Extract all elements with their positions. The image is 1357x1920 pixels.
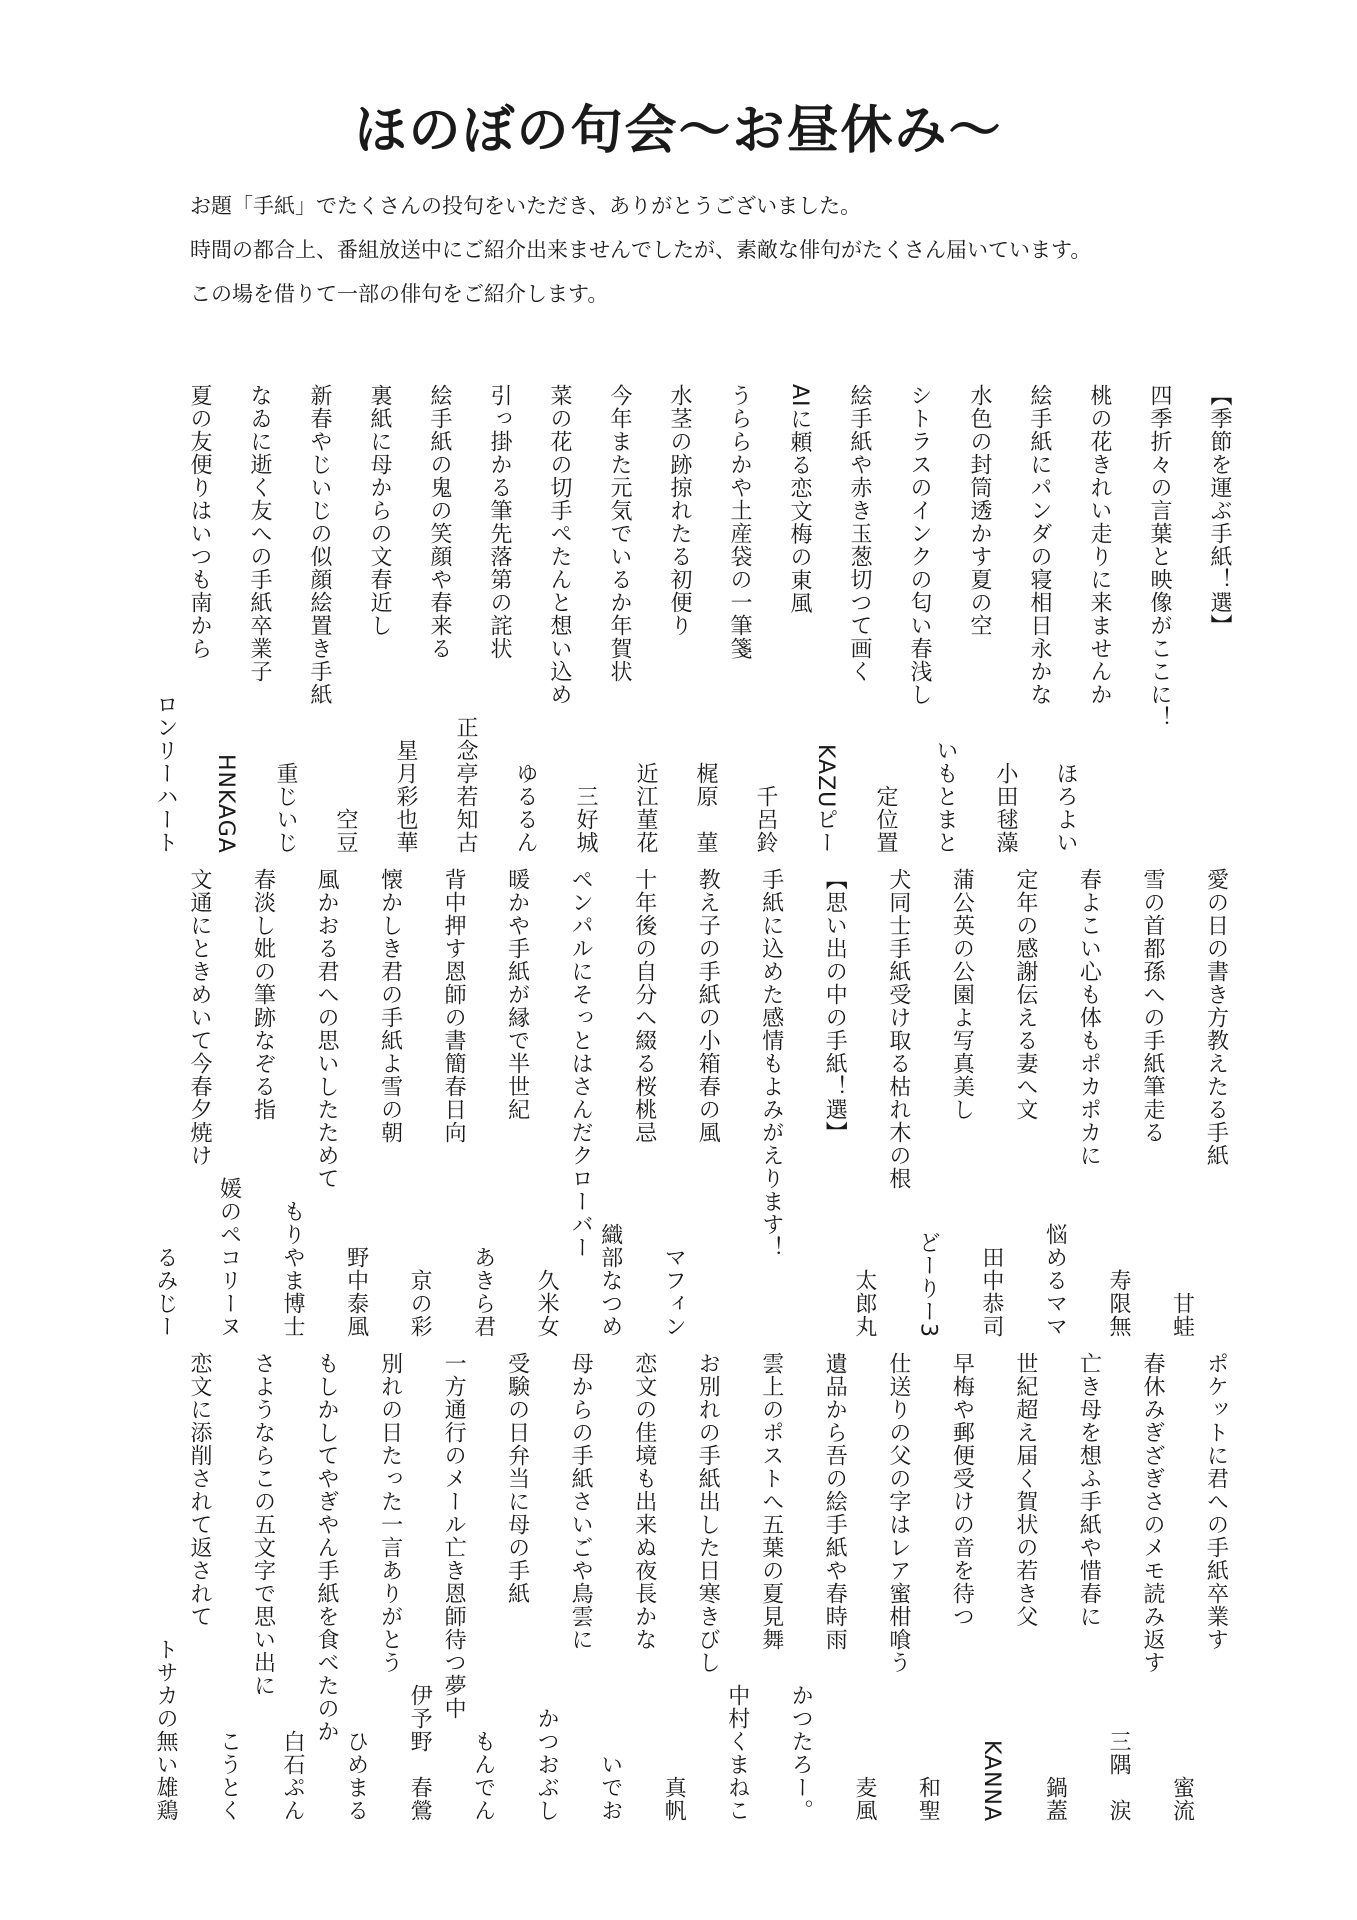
haiku-author: るみじー: [152, 1246, 178, 1338]
haiku-text: 新春やじいじの似顔絵置き手紙: [307, 384, 332, 706]
intro-line: この場を借りて一部の俳句をご紹介します。: [190, 282, 609, 306]
haiku-section-1: [150, 384, 1230, 854]
haiku-author: 定位置: [873, 785, 898, 854]
haiku-column: [390, 384, 450, 854]
haiku-author: 近江菫花: [633, 762, 658, 854]
haiku-text: もしかしてやぎやん手紙を食べたのか: [314, 1352, 340, 1743]
haiku-column: [849, 868, 913, 1338]
haiku-text: さようならこの五文字で思い出に: [250, 1352, 276, 1697]
haiku-text: 受験の日弁当に母の手紙: [504, 1352, 530, 1605]
haiku-text: 【思い出の中の手紙！選】: [822, 868, 848, 1144]
haiku-column: [658, 868, 722, 1338]
haiku-column: [468, 1352, 532, 1822]
haiku-text: 蒲公英の公園よ写真美し: [949, 868, 975, 1121]
haiku-text: 定年の感謝伝える妻へ文: [1012, 868, 1038, 1121]
haiku-column: [785, 868, 849, 1338]
haiku-author: トサカの無い雄鶏: [152, 1638, 178, 1822]
haiku-author: かつたろー。: [788, 1684, 814, 1822]
haiku-column: [690, 384, 750, 854]
haiku-column: [722, 868, 786, 1338]
haiku-text: お別れの手紙出した日寒きびし: [695, 1352, 721, 1674]
page-title: ほのぼの句会～お昼休み～: [354, 101, 1003, 161]
haiku-text: 亡き母を想ふ手紙や惜春に: [1076, 1352, 1102, 1628]
haiku-text: 裏紙に母からの文春近し: [367, 384, 392, 637]
haiku-author: 梶原 菫: [693, 762, 718, 854]
haiku-column: [785, 1352, 849, 1822]
haiku-column: [976, 868, 1040, 1338]
haiku-column: [1050, 384, 1110, 854]
haiku-column: [750, 384, 810, 854]
haiku-author: 正念亭若知古: [453, 716, 478, 854]
haiku-text: 世紀超え届く賀状の若き父: [1012, 1352, 1038, 1628]
haiku-column: [630, 384, 690, 854]
haiku-author: 千呂鈴: [753, 785, 778, 854]
haiku-column: [570, 384, 630, 854]
haiku-text: 十年後の自分へ綴る桜桃忌: [631, 868, 657, 1144]
haiku-column: [277, 868, 341, 1338]
haiku-author: マフィン: [661, 1246, 687, 1338]
haiku-text: 桃の花きれい走りに来ませんか: [1087, 384, 1112, 706]
haiku-text: ペンパルにそっとはさんだクローバー: [568, 868, 594, 1259]
haiku-author: もりやま博士: [280, 1200, 306, 1338]
haiku-author: KANNA: [978, 1739, 1004, 1822]
haiku-author: 空豆: [333, 808, 358, 854]
haiku-author: 小田毬藻: [993, 762, 1018, 854]
haiku-text: 水色の封筒透かす夏の空: [967, 384, 992, 637]
haiku-column: [404, 1352, 468, 1822]
intro-text: [190, 184, 1091, 316]
haiku-column: [870, 384, 930, 854]
haiku-text: 春淡し妣の筆跡なぞる指: [250, 868, 276, 1121]
haiku-column: [722, 1352, 786, 1822]
haiku-text: シトラスのインクの匂い春浅し: [907, 384, 932, 706]
haiku-author: 重じいじ: [273, 762, 298, 854]
haiku-author: 太郎丸: [851, 1269, 877, 1338]
haiku-text: 遺品から吾の絵手紙や春時雨: [822, 1352, 848, 1651]
haiku-text: 背中押す恩師の書簡春日向: [441, 868, 467, 1144]
haiku-column: [595, 868, 659, 1338]
haiku-author: 田中恭司: [978, 1246, 1004, 1338]
haiku-section-3: [150, 1352, 1230, 1822]
haiku-text: 水茎の跡掠れたる初便り: [667, 384, 692, 637]
haiku-column: [214, 868, 278, 1338]
haiku-author: ゆるるん: [513, 762, 538, 854]
haiku-text: 犬同士手紙受け取る枯れ木の根: [885, 868, 911, 1190]
haiku-text: 絵手紙の鬼の笑顔や春来る: [427, 384, 452, 660]
haiku-author: いもとまと: [933, 739, 958, 854]
haiku-author: 京の彩: [407, 1269, 433, 1338]
haiku-author: 野中泰風: [343, 1246, 369, 1338]
haiku-column: [150, 868, 214, 1338]
haiku-text: 恋文の佳境も出来ぬ夜長かな: [631, 1352, 657, 1651]
haiku-text: 春よこい心も体もポカポカに: [1076, 868, 1102, 1167]
haiku-column: [277, 1352, 341, 1822]
haiku-column: [531, 868, 595, 1338]
intro-line: お題「手紙」でたくさんの投句をいただき、ありがとうございました。: [190, 194, 862, 218]
haiku-text: 早梅や郵便受けの音を待つ: [949, 1352, 975, 1628]
haiku-column: [330, 384, 390, 854]
haiku-column: [658, 1352, 722, 1822]
haiku-text: 一方通行のメール亡き恩師待つ夢中: [441, 1352, 467, 1720]
haiku-author: 鍋蓋: [1042, 1776, 1068, 1822]
haiku-author: いでお: [597, 1753, 623, 1822]
haiku-column: [976, 1352, 1040, 1822]
haiku-author: もんでん: [470, 1730, 496, 1822]
haiku-author: 真帆: [661, 1776, 687, 1822]
haiku-column: [150, 384, 210, 854]
haiku-text: 引っ掛かる筆先落第の詫状: [487, 384, 512, 660]
haiku-text: 雲上のポストへ五葉の夏見舞: [758, 1352, 784, 1651]
haiku-column: [510, 384, 570, 854]
haiku-text: 夏の友便りはいつも南から: [187, 384, 212, 660]
haiku-column: [1166, 1352, 1230, 1822]
haiku-author: どーりー3: [915, 1231, 941, 1338]
haiku-column: [1170, 384, 1230, 854]
haiku-text: 母からの手紙さいごや鳥雲に: [568, 1352, 594, 1651]
haiku-author: こうとく: [216, 1730, 242, 1822]
haiku-text: 【季節を運ぶ手紙！選】: [1207, 384, 1232, 637]
haiku-author: あきら君: [470, 1246, 496, 1338]
haiku-column: [990, 384, 1050, 854]
haiku-author: ロンリーハート: [153, 693, 178, 854]
haiku-text: 恋文に添削されて返されて: [186, 1352, 212, 1628]
haiku-author: 和聖: [915, 1776, 941, 1822]
haiku-text: ポケットに君への手紙卒業す: [1203, 1352, 1229, 1651]
haiku-column: [810, 384, 870, 854]
haiku-author: かつおぶし: [534, 1707, 560, 1822]
haiku-author: KAZUピー: [813, 743, 838, 854]
haiku-author: 悩めるママ: [1042, 1223, 1068, 1338]
haiku-author: 蜜流: [1169, 1776, 1195, 1822]
haiku-author: 伊予野 春鶯: [407, 1684, 433, 1822]
haiku-author: 三隅 涙: [1105, 1730, 1131, 1822]
haiku-text: 手紙に込めた感情もよみがえります！: [758, 868, 784, 1259]
haiku-column: [912, 868, 976, 1338]
haiku-text: 文通にときめいて今春夕焼け: [186, 868, 212, 1167]
haiku-column: [1110, 384, 1170, 854]
haiku-column: [531, 1352, 595, 1822]
haiku-author: 中村くまねこ: [724, 1684, 750, 1822]
haiku-author: 媛のペコリーヌ: [216, 1177, 242, 1338]
haiku-column: [270, 384, 330, 854]
haiku-author: 星月彩也華: [393, 739, 418, 854]
haiku-text: 今年また元気でいるか年賀状: [607, 384, 632, 683]
haiku-column: [1039, 868, 1103, 1338]
haiku-author: 麦風: [851, 1776, 877, 1822]
haiku-text: 四季折々の言葉と映像がここに！: [1147, 384, 1172, 729]
haiku-column: [1166, 868, 1230, 1338]
haiku-text: 暖かや手紙が縁で半世紀: [504, 868, 530, 1121]
haiku-text: 菜の花の切手ぺたんと想い込め: [547, 384, 572, 706]
haiku-text: なゐに逝く友への手紙卒業子: [247, 384, 272, 683]
haiku-author: 織部なつめ: [597, 1223, 623, 1338]
haiku-column: [210, 384, 270, 854]
haiku-author: ひめまる: [343, 1730, 369, 1822]
haiku-column: [930, 384, 990, 854]
haiku-text: 愛の日の書き方教えたる手紙: [1203, 868, 1229, 1167]
haiku-author: 白石ぷん: [280, 1730, 306, 1822]
haiku-column: [450, 384, 510, 854]
haiku-author: 久米女: [534, 1269, 560, 1338]
haiku-column: [849, 1352, 913, 1822]
haiku-text: うららかや土産袋の一筆箋: [727, 384, 752, 660]
haiku-text: AIに頼る恋文梅の東風: [787, 384, 812, 615]
haiku-text: 懐かしき君の手紙よ雪の朝: [377, 868, 403, 1144]
haiku-column: [1039, 1352, 1103, 1822]
haiku-column: [214, 1352, 278, 1822]
haiku-author: 三好城: [573, 785, 598, 854]
haiku-author: HNKAGA: [213, 754, 238, 854]
haiku-column: [912, 1352, 976, 1822]
haiku-column: [404, 868, 468, 1338]
haiku-text: 絵手紙にパンダの寝相日永かな: [1027, 384, 1052, 706]
haiku-text: 春休みぎざぎさのメモ読み返す: [1139, 1352, 1165, 1674]
haiku-author: 甘蛙: [1169, 1292, 1195, 1338]
haiku-text: 雪の首都孫への手紙筆走る: [1139, 868, 1165, 1144]
haiku-author: 寿限無: [1105, 1269, 1131, 1338]
haiku-column: [341, 1352, 405, 1822]
intro-line: 時間の都合上、番組放送中にご紹介出来ませんでしたが、素敵な俳句がたくさん届いています。: [190, 238, 1092, 262]
haiku-text: 仕送りの父の字はレア蜜柑喰う: [885, 1352, 911, 1674]
haiku-column: [1103, 868, 1167, 1338]
haiku-column: [150, 1352, 214, 1822]
haiku-text: 風かおる君への思いしたためて: [314, 868, 340, 1190]
haiku-text: 絵手紙や赤き玉葱切つて画く: [847, 384, 872, 683]
haiku-column: [468, 868, 532, 1338]
haiku-text: 別れの日たった一言ありがとう: [377, 1352, 403, 1674]
haiku-column: [1103, 1352, 1167, 1822]
haiku-column: [341, 868, 405, 1338]
haiku-column: [595, 1352, 659, 1822]
haiku-text: 教え子の手紙の小箱春の風: [695, 868, 721, 1144]
haiku-author: ほろよい: [1053, 762, 1078, 854]
haiku-section-2: [150, 868, 1230, 1338]
